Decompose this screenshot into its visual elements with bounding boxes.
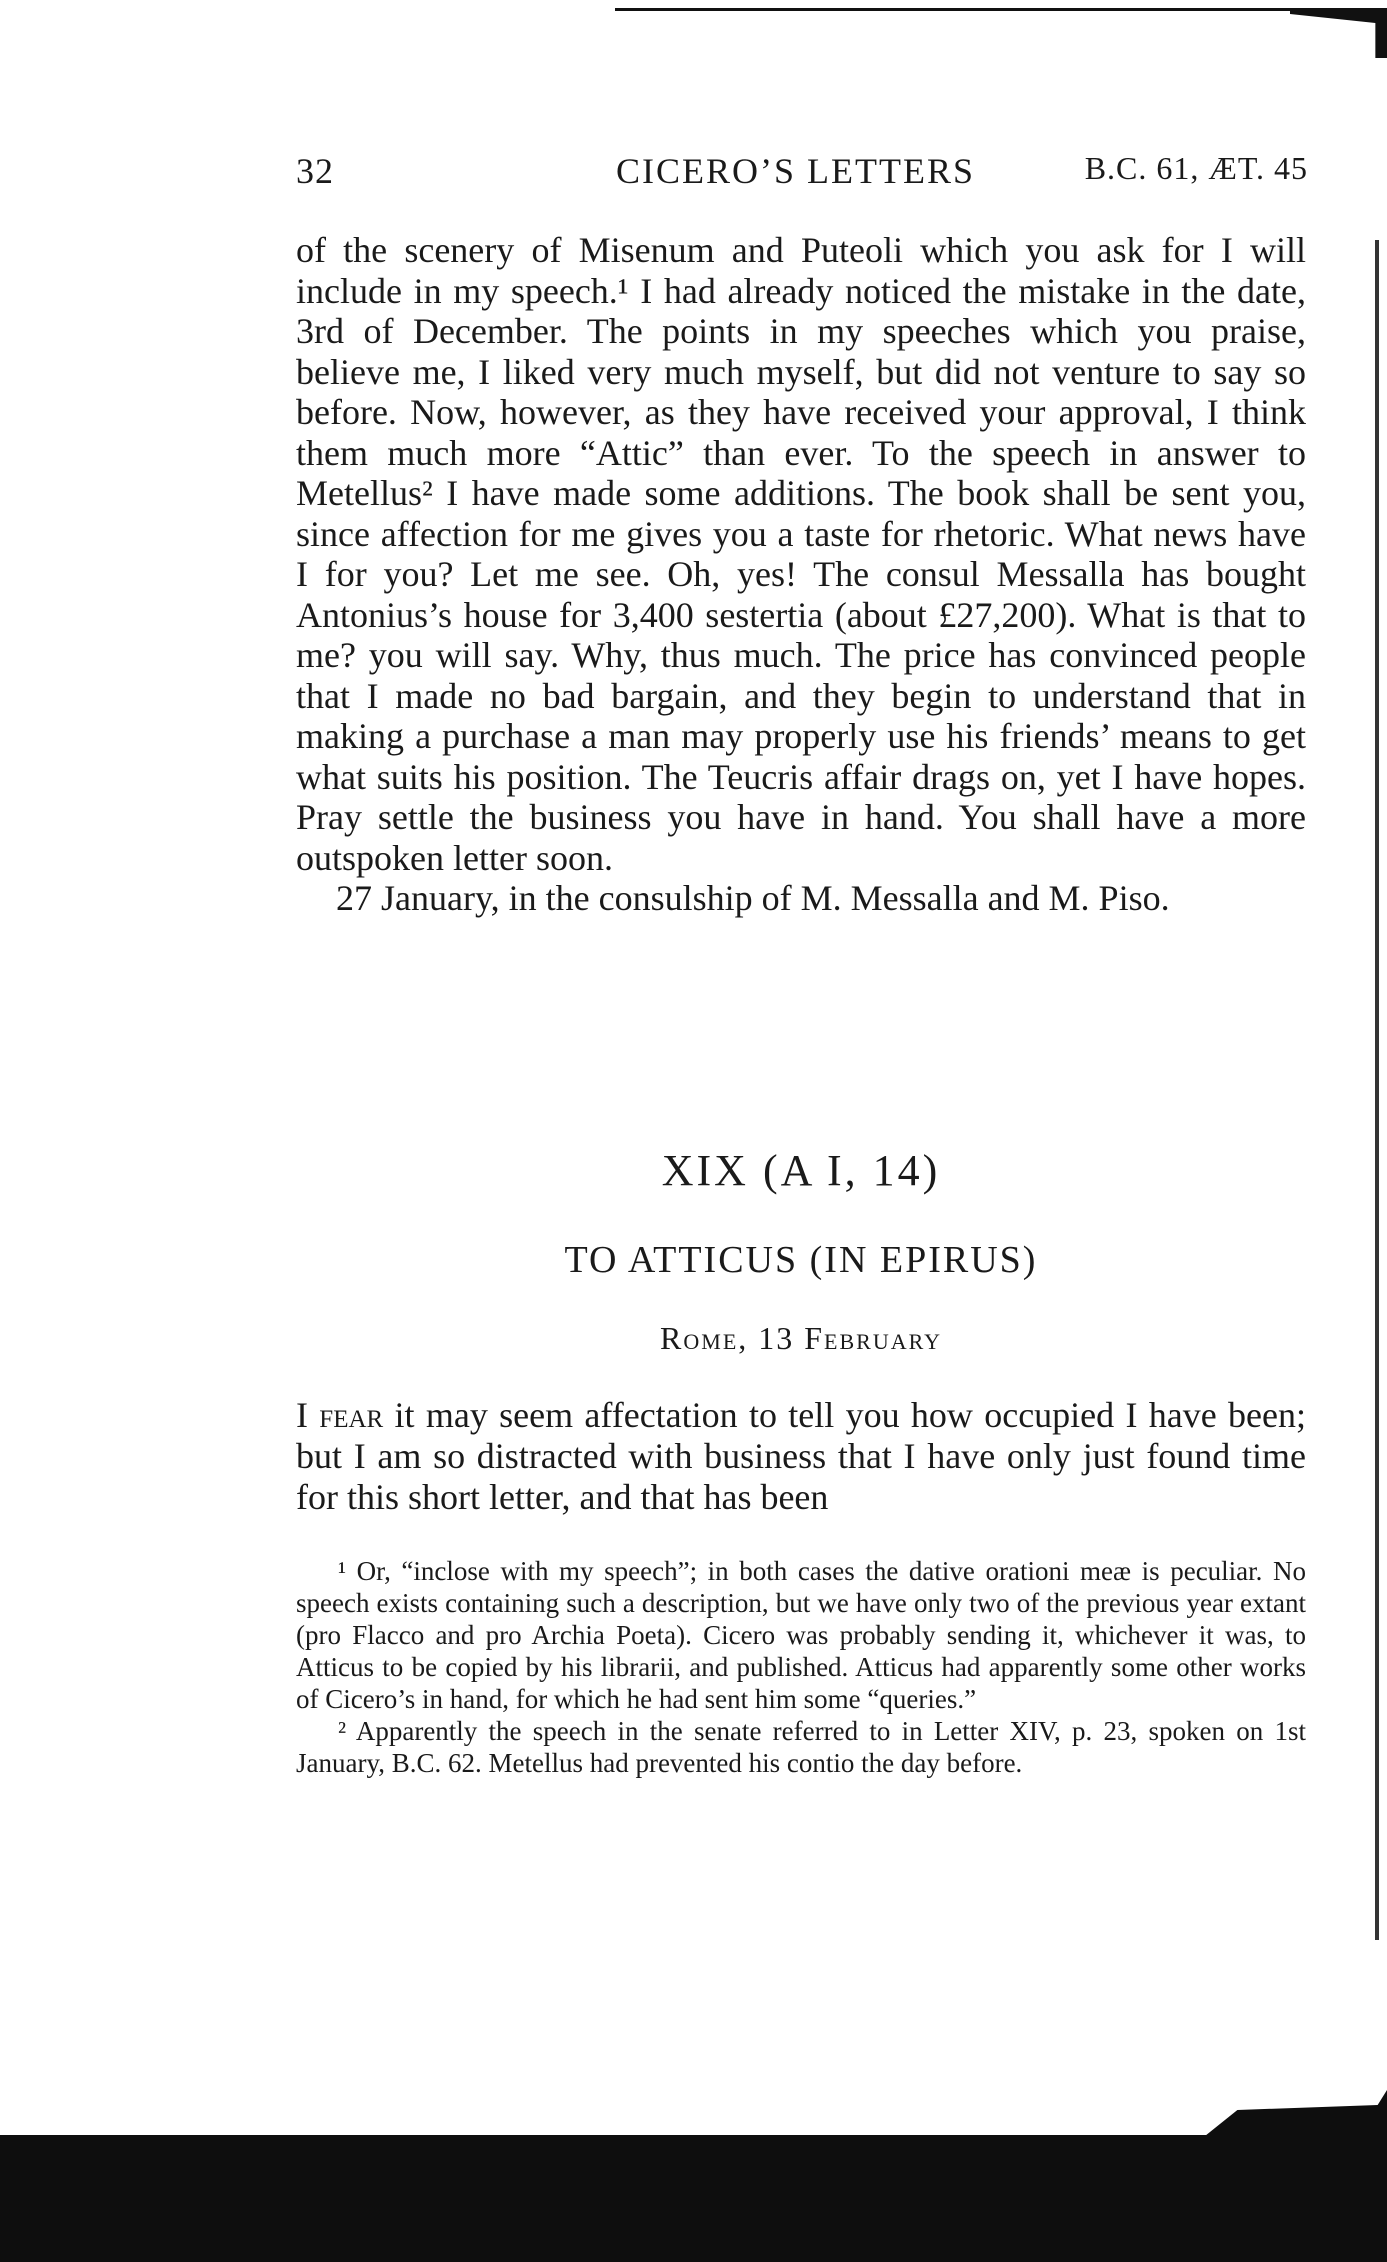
page-number: 32 bbox=[296, 151, 334, 191]
running-title: CICERO’S LETTERS bbox=[616, 151, 976, 191]
scan-bottom-band bbox=[0, 2135, 1387, 2262]
scan-page-edge bbox=[1375, 240, 1379, 1940]
scan-top-rule bbox=[615, 8, 1305, 11]
continued-paragraph: of the scenery of Misenum and Puteoli which you ask for I will include in my speech.¹ I had already noticed the mistake in the date, 3rd of December. The points in my speeches which you praise, believe me, I liked very much myself, but did not venture to say so before. Now, however, as they have received your approval, I think them much more “Attic” than ever. To the speech in answer to Metellus² I have made some additions. The book shall be sent you, since affection for me gives you a taste for rhetoric. What news have I for you? Let me see. Oh, yes! The consul Messalla has bought Antonius’s house for 3,400 sestertia (about £27,200). What is that to me? you will say. Why, thus much. The price has convinced people that I made no bad bargain, and they begin to understand that in making a purchase a man may properly use his friends’ means to get what suits his position. The Teucris affair drags on, yet I have hopes. Pray settle the business you have in hand. You shall have a more outspoken letter soon. bbox=[296, 230, 1306, 878]
footnote-2: ² Apparently the speech in the senate referred to in Letter XIV, p. 23, spoken on 1st January, B.C. 62. Metellus had prevented his contio the day before. bbox=[296, 1716, 1306, 1778]
letter-opening bbox=[296, 1395, 1306, 1518]
opening-word: I fear bbox=[296, 1395, 384, 1435]
continued-letter bbox=[296, 230, 1306, 919]
running-header bbox=[296, 150, 1308, 200]
footnote-1: ¹ Or, “inclose with my speech”; in both cases the dative orationi meæ is peculiar. No speech exists containing such a description, but we have only two of the previous year extant (pro Flacco and pro Archia Poeta). Cicero was probably sending it, whichever it was, to Atticus to be copied by his librarii, and published. Atticus had apparently some other works of Cicero’s in hand, for which he had sent him some “queries.” bbox=[296, 1556, 1306, 1714]
scan-top-corner bbox=[1290, 8, 1387, 58]
scan-bottom-corner bbox=[1200, 2090, 1387, 2140]
letter-recipient: TO ATTICUS (IN EPIRUS) bbox=[564, 1239, 1038, 1281]
sign-off: 27 January, in the consulship of M. Messalla and M. Piso. bbox=[336, 878, 1170, 918]
opening-text: it may seem affectation to tell you how occupied I have been; but I am so distracted with business that I have only just found time for this short letter, and that has been bbox=[296, 1395, 1306, 1517]
letter-place-date: Rome, 13 February bbox=[660, 1320, 942, 1356]
date-reference: B.C. 61, ÆT. 45 bbox=[1084, 150, 1308, 186]
letter-number: XIX (A I, 14) bbox=[661, 1146, 941, 1195]
footnotes bbox=[296, 1555, 1306, 1779]
